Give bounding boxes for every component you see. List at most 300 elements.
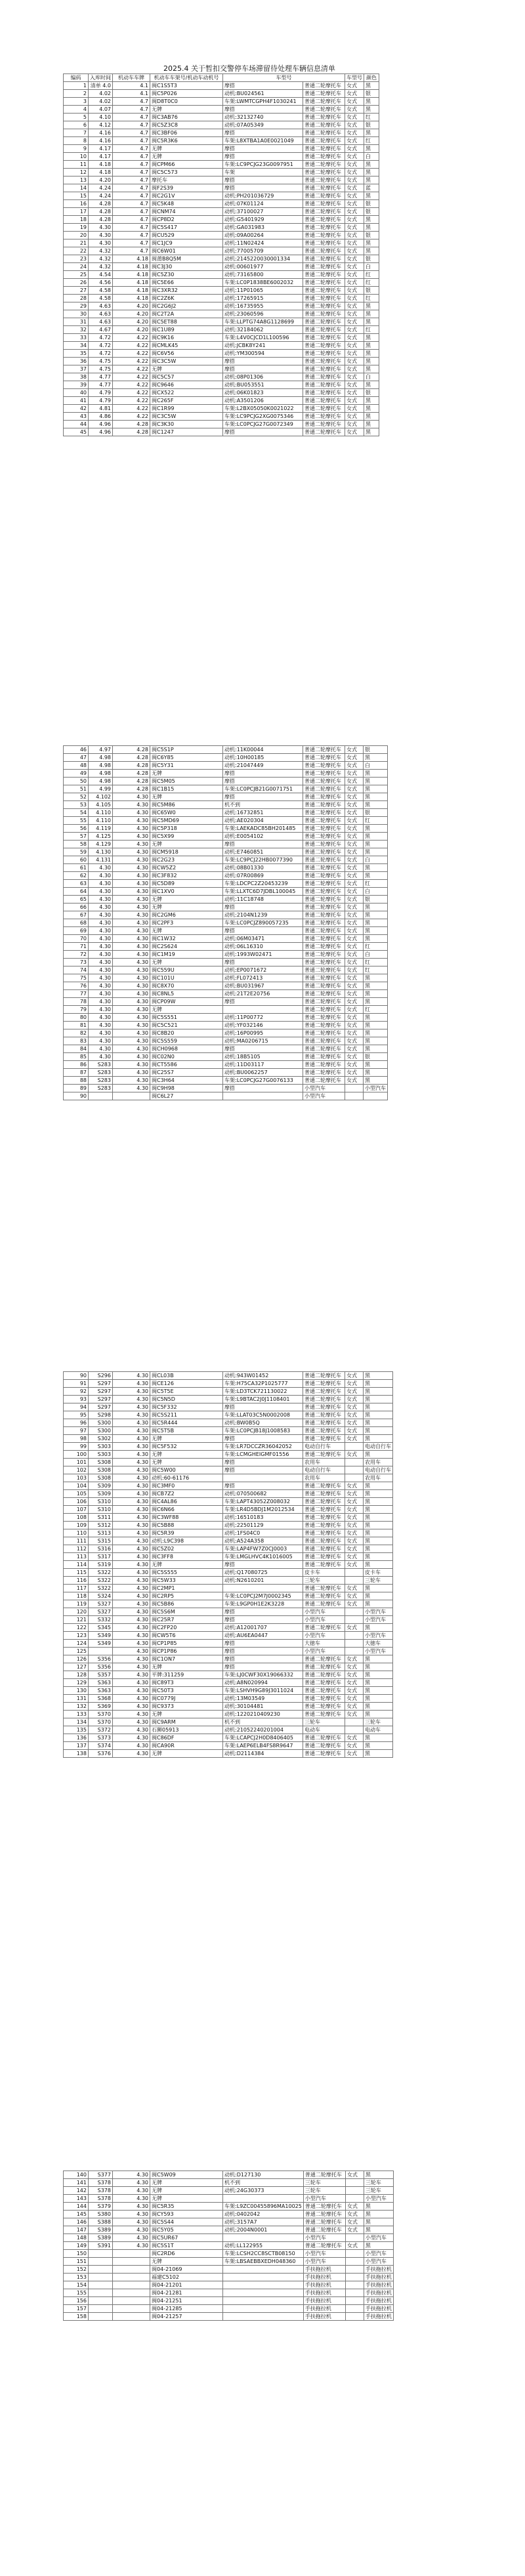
table-row [64,90,379,98]
table-cell: 女式 [345,1553,364,1561]
table-cell: 无牌 [150,2195,223,2203]
table-cell: 黑 [364,1037,388,1045]
table-cell: 普通二轮摩托车 [303,1742,345,1750]
table-cell: S298 [89,1411,113,1419]
table-cell: 车架:LLPTG74A8G1128699 [223,318,303,326]
table-cell [113,2297,150,2305]
table-cell: 车架:LC0PCJG27G0072349 [223,421,303,428]
table-cell: 13 [64,177,89,184]
table-cell: 4.30 [113,1498,150,1506]
table-cell: 黑 [364,1482,393,1490]
table-cell [345,1608,364,1616]
table-cell: 闽C265F [150,397,223,405]
table-cell: 4.22 [113,334,150,342]
table-row [64,1663,393,1671]
table-row [64,1061,388,1069]
table-cell: 动机:LL122955 [223,2242,304,2250]
table-cell: 黑 [364,1014,388,1022]
table-row [64,1537,393,1545]
table-row [64,1443,393,1451]
table-cell: 女式 [345,1695,364,1703]
table-cell: 普通二轮摩托车 [303,1655,345,1663]
table-cell: 白 [364,856,388,864]
table-cell: 女式 [345,247,364,255]
table-row [64,2179,394,2187]
table-cell: 黑 [364,318,379,326]
table-cell: 普通二轮摩托车 [303,287,345,295]
table-cell: 女式 [345,927,364,935]
table-cell [345,1616,364,1624]
table-row [64,302,379,310]
table-cell: S283 [89,1069,113,1077]
table-cell: 137 [64,1742,89,1750]
table-cell: 普通二轮摩托车 [303,1490,345,1498]
table-row [64,145,379,153]
table-cell: 普通二轮摩托车 [303,888,345,896]
table-cell: 黑 [364,397,379,405]
table-cell: 女式 [345,1703,364,1711]
table-cell: 女式 [345,1561,364,1569]
table-cell: S379 [89,2203,113,2211]
table-cell: 小型汽车 [364,1608,393,1616]
table-cell: 4.7 [113,161,150,169]
table-cell: 闽C5S44 [150,2218,223,2226]
table-cell: 4.18 [89,169,113,177]
table-cell: 闽C5S559 [150,1037,223,1045]
table-cell: 黑 [364,1600,393,1608]
table-cell: 银 [364,232,379,239]
table-row [64,428,379,436]
table-cell: 普通二轮摩托车 [303,2211,345,2218]
table-cell: 黑 [364,1514,393,1522]
table-cell [345,1474,364,1482]
table-cell: 普通二轮摩托车 [303,1506,345,1514]
table-cell: 闽C5R444 [150,1419,223,1427]
table-cell: 动机:11P00772 [223,1014,303,1022]
table-cell: 女式 [345,413,364,421]
table-cell: 女式 [345,746,364,754]
table-cell: 普通二轮摩托车 [303,974,345,982]
table-cell: 55 [64,817,89,825]
table-cell: 4.30 [113,2179,150,2187]
table-cell: 动机:09A00264 [223,232,303,239]
table-cell: 黑 [364,310,379,318]
table-cell: 黑 [364,161,379,169]
table-cell: 44 [64,421,89,428]
table-cell: 152 [64,2266,89,2274]
table-cell: 女式 [345,1679,364,1687]
table-cell: 4.130 [89,848,113,856]
table-cell: 摩搭 [223,1459,303,1466]
table-cell: 动机:11P01065 [223,287,303,295]
table-cell: 4.30 [113,1600,150,1608]
table-cell: 小型汽车 [303,2250,345,2258]
table-cell: 143 [64,2195,89,2203]
table-cell: 无牌 [150,145,223,153]
table-cell: 电动自行车 [364,1443,393,1451]
table-row [64,770,388,778]
table-cell: S316 [89,1545,113,1553]
table-cell: 119 [64,1600,89,1608]
table-cell: 黑 [364,1498,393,1506]
table-cell: 105 [64,1490,89,1498]
table-cell: 普通二轮摩托车 [303,856,345,864]
table-cell [223,2305,304,2313]
table-row [64,904,388,911]
table-cell: S312 [89,1522,113,1529]
table-cell: 148 [64,2234,89,2242]
table-cell: 手扶拖拉机 [364,2289,393,2297]
table-row [64,1396,393,1403]
table-cell: 65 [64,896,89,904]
table-cell: 27 [64,287,89,295]
table-cell: 4.30 [113,872,150,880]
table-cell: 摩搭 [223,365,303,373]
table-row [64,1726,393,1734]
table-cell: 黑 [364,1372,393,1380]
table-cell: 黑 [364,169,379,177]
table-row [64,1695,393,1703]
table-cell [113,1092,150,1100]
table-cell: S363 [89,1679,113,1687]
table-cell: 4.30 [113,2171,150,2179]
table-cell: 动机:11C18748 [223,896,303,904]
table-cell: 小型汽车 [303,2258,345,2266]
table-cell: 黑 [364,927,388,935]
table-cell: 闽C3WF88 [150,1514,223,1522]
table-cell: 动机:BU024561 [223,90,303,98]
table-cell [89,2281,113,2289]
vehicle-table-page-3 [63,1371,393,1758]
table-row [64,1474,393,1482]
table-cell: 女式 [345,841,364,848]
table-cell: 摩搭 [223,1655,303,1663]
table-cell: 黑 [364,302,379,310]
table-cell: 114 [64,1561,89,1569]
table-cell: 动机:EP0071672 [223,966,303,974]
table-cell: 4.30 [89,1053,113,1061]
table-cell [113,2250,150,2258]
table-row [64,1592,393,1600]
table-cell: 4.18 [89,161,113,169]
table-cell [223,2234,304,2242]
table-row [64,2226,394,2234]
table-cell: 女式 [345,904,364,911]
table-cell: 普通二轮摩托车 [303,421,345,428]
table-cell: 女式 [345,2171,364,2179]
table-cell: 94 [64,1403,89,1411]
table-cell: 6 [64,121,89,129]
table-row [64,911,388,919]
table-cell: 车架:LAP4FW7Z0CJ0003 [223,1545,303,1553]
table-cell [345,2179,364,2187]
table-cell: 4.30 [113,1561,150,1569]
table-cell: 20 [64,232,89,239]
table-cell: 车架:LCMGHEIGMF01556 [223,1451,303,1459]
table-cell [223,2266,304,2274]
table-cell: 黑 [364,82,379,90]
table-cell: 普通二轮摩托车 [303,350,345,358]
table-cell: 45 [64,428,89,436]
table-cell: 闽C2G6J2 [150,302,223,310]
table-cell: 女式 [345,1037,364,1045]
table-row [64,334,379,342]
table-cell: 4.30 [113,2187,150,2195]
table-cell: 车架:L8XTBA1A0E0021049 [223,137,303,145]
table-cell: 4.22 [113,405,150,413]
table-cell: 银 [364,121,379,129]
table-cell: 4.22 [113,413,150,421]
table-cell: 闽C1W32 [150,935,223,943]
table-cell: 4.30 [89,232,113,239]
table-cell: 蓝 [364,184,379,192]
table-row [64,239,379,247]
table-cell: 111 [64,1537,89,1545]
table-cell: 闽C5P318 [150,825,223,833]
table-cell: 4.30 [113,1029,150,1037]
table-cell: 女式 [345,287,364,295]
table-cell: 黑 [364,1029,388,1037]
table-cell: 女式 [345,114,364,121]
table-cell: 女式 [345,389,364,397]
header-cell: 入库时间 [89,74,113,82]
table-cell: 车架:LBSAEBBXEDH048360 [223,2258,304,2266]
table-cell: 闽CU529 [150,232,223,239]
table-row [64,1372,393,1380]
table-cell: 95 [64,1411,89,1419]
table-cell: 女式 [345,137,364,145]
table-cell: 红 [364,271,379,279]
table-cell: 4.30 [89,888,113,896]
table-cell: 黑 [364,421,379,428]
table-cell: 4.30 [113,966,150,974]
table-cell: 43 [64,413,89,421]
table-cell: 普通二轮摩托车 [303,295,345,302]
table-cell: 4.7 [113,106,150,114]
table-cell: 手扶拖拉机 [364,2281,393,2289]
table-cell: 普通二轮摩托车 [303,247,345,255]
table-row [64,1742,393,1750]
table-cell: 4.110 [89,817,113,825]
table-cell: 手扶拖拉机 [303,2305,345,2313]
table-cell: 48 [64,762,89,770]
table-cell: 红 [364,137,379,145]
table-cell [89,2266,113,2274]
table-cell: 4.30 [89,1022,113,1029]
table-cell: 农用车 [364,1474,393,1482]
table-cell: 女式 [345,279,364,287]
table-cell: 闽C5S551 [150,1014,223,1022]
table-cell: S357 [89,1671,113,1679]
table-cell: 普通二轮摩托车 [303,880,345,888]
table-cell: 29 [64,302,89,310]
table-cell: 动机:AE020304 [223,817,303,825]
table-cell: 4.125 [89,833,113,841]
table-cell: 女式 [345,1482,364,1490]
table-row [64,1498,393,1506]
table-cell: 42 [64,405,89,413]
table-cell: 闽C3XR32 [150,287,223,295]
table-cell: 无牌 [150,896,223,904]
table-cell: 4.30 [89,880,113,888]
table-row [64,1411,393,1419]
table-cell: 4.17 [89,153,113,161]
table-cell: 普通二轮摩托车 [303,966,345,974]
table-cell: 闽C5Z3C8 [150,121,223,129]
table-cell: 103 [64,1474,89,1482]
table-cell: 普通二轮摩托车 [303,1522,345,1529]
table-cell: 黑 [364,833,388,841]
table-cell: 4.56 [89,279,113,287]
table-row [64,2313,394,2321]
table-cell: 闽C5Y31 [150,762,223,770]
table-cell: 闽C101U [150,974,223,982]
table-cell: 4.20 [113,302,150,310]
table-cell: 女式 [345,302,364,310]
table-cell: 无牌 [150,1451,223,1459]
table-cell: 女式 [345,177,364,184]
table-cell: 闽C9373 [150,1703,223,1711]
table-cell: 女式 [345,365,364,373]
table-row [64,825,388,833]
table-cell: 124 [64,1640,89,1648]
table-cell: S303 [89,1443,113,1451]
table-cell: 4.30 [113,998,150,1006]
table-cell: 98 [64,1435,89,1443]
table-cell: 普通二轮摩托车 [303,770,345,778]
table-cell: 89 [64,1085,89,1092]
table-cell: S376 [89,1750,113,1758]
table-cell: 女式 [345,982,364,990]
table-cell [345,1466,364,1474]
table-cell: 闽CP8D2 [150,216,223,224]
table-cell: 4.63 [89,302,113,310]
table-cell: 4.72 [89,334,113,342]
table-cell: 普通二轮摩托车 [303,1427,345,1435]
table-cell: 女式 [345,373,364,381]
table-row [64,2297,394,2305]
table-cell: 女式 [345,1655,364,1663]
table-cell: 女式 [345,959,364,966]
table-cell: 闽C559U [150,966,223,974]
table-cell: 闽C5K48 [150,200,223,208]
table-row [64,208,379,216]
table-cell: 57 [64,833,89,841]
table-cell: 4.22 [113,381,150,389]
table-cell: 闽C9K16 [150,334,223,342]
table-cell: 4 [64,106,89,114]
table-cell: 4.30 [113,841,150,848]
table-cell: 普通二轮摩托车 [303,232,345,239]
table-cell: 4.30 [113,1655,150,1663]
table-cell: 4.30 [113,927,150,935]
table-cell: 普通二轮摩托车 [303,1553,345,1561]
table-cell: 动机:G5401929 [223,216,303,224]
table-cell: 普通二轮摩托车 [303,192,345,200]
table-row [64,255,379,263]
table-cell: 普通二轮摩托车 [303,1663,345,1671]
table-row [64,287,379,295]
table-cell: 普通二轮摩托车 [303,896,345,904]
table-cell: 19 [64,224,89,232]
table-cell: 4.28 [113,754,150,762]
table-cell: 4.1 [113,82,150,90]
table-cell: 4.30 [113,1711,150,1718]
table-cell: 红 [364,326,379,334]
table-cell: 4.30 [89,959,113,966]
table-cell: 女式 [345,754,364,762]
table-cell: 4.12 [89,121,113,129]
table-cell: 4.96 [89,421,113,428]
table-cell: 4.32 [89,255,113,263]
table-cell: 黑 [364,177,379,184]
table-cell: 51 [64,785,89,793]
table-cell: 普通二轮摩托车 [303,1451,345,1459]
table-cell [345,1640,364,1648]
table-cell: 普通二轮摩托车 [303,911,345,919]
table-cell: 4.30 [113,935,150,943]
table-row [64,1569,393,1577]
table-cell: 4.28 [113,762,150,770]
table-cell: 普通二轮摩托车 [303,1750,345,1758]
table-cell: 4.18 [113,255,150,263]
table-cell: 动机:BU031967 [223,982,303,990]
table-cell: 普通二轮摩托车 [303,334,345,342]
table-row [64,1655,393,1663]
table-cell: 4.30 [89,982,113,990]
table-cell [345,1632,364,1640]
table-cell: 2 [64,90,89,98]
table-cell: 平牌:311259 [150,1671,223,1679]
table-row [64,184,379,192]
table-row [64,1482,393,1490]
table-cell: 闽CY593 [150,2211,223,2218]
table-cell: 小型汽车 [364,2195,393,2203]
table-cell: 4.28 [89,216,113,224]
table-row [64,801,388,809]
table-cell: 动机:JCBK8Y241 [223,342,303,350]
table-row [64,413,379,421]
table-cell: 普通二轮摩托车 [303,1679,345,1687]
table-cell: 动机:AU6EA0447 [223,1632,303,1640]
table-cell: 摩搭 [223,153,303,161]
table-cell: 4.30 [113,1514,150,1522]
table-cell: 70 [64,935,89,943]
table-cell: 闽C2FP20 [150,1624,223,1632]
table-row [64,1648,393,1655]
table-cell: 黑 [364,1671,393,1679]
table-cell: 动机:YM300594 [223,350,303,358]
table-cell: 4.30 [113,1742,150,1750]
table-cell: 141 [64,2179,89,2187]
table-cell: 4.7 [113,121,150,129]
table-row [64,1522,393,1529]
table-cell: 76 [64,982,89,990]
table-cell: 99 [64,1443,89,1451]
table-cell: 4.7 [113,129,150,137]
table-cell: 4.30 [89,974,113,982]
table-cell: 女式 [345,1490,364,1498]
table-cell: 摩搭 [223,1561,303,1569]
table-cell: 普通二轮摩托车 [303,809,345,817]
table-row [64,350,379,358]
table-cell: 闽C9646 [150,381,223,389]
table-cell: 动机:10H00185 [223,754,303,762]
table-cell: 4.30 [89,943,113,951]
table-cell: 普通二轮摩托车 [303,302,345,310]
table-cell: 4.24 [89,192,113,200]
table-cell: 4.30 [89,911,113,919]
